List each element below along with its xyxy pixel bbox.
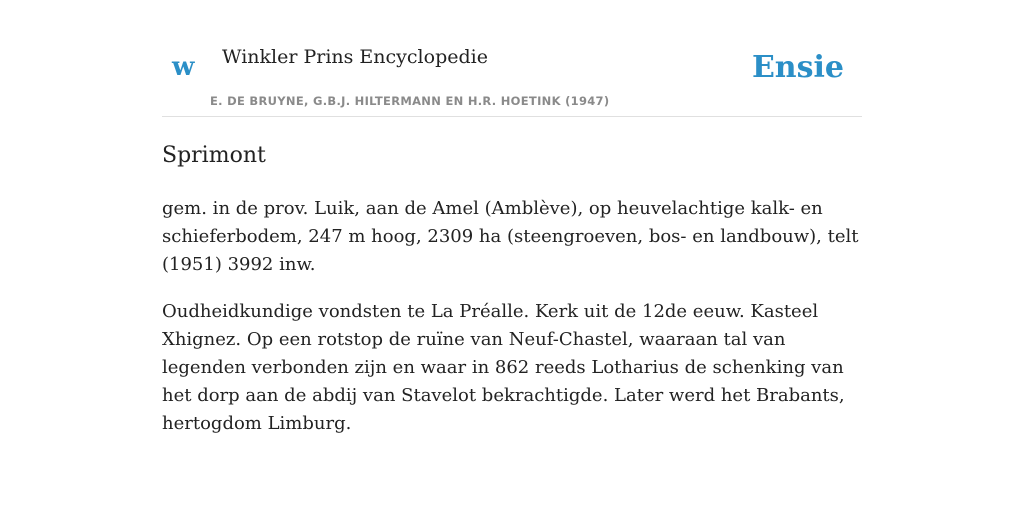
encyclopedia-logo[interactable]: w — [172, 52, 195, 82]
article-paragraph: gem. in de prov. Luik, aan de Amel (Amblève), op heuvelachtige kalk- en schieferbodem, 247 m hoog, 2309 ha (steengroeven, bos- en landbouw), telt (1951) 3992 inw. — [162, 198, 859, 275]
entry-title: Sprimont — [162, 143, 266, 168]
site-title[interactable]: Winkler Prins Encyclopedie — [222, 46, 488, 68]
header — [162, 0, 862, 117]
page-container — [162, 0, 862, 438]
ensie-brand-link[interactable]: Ensie — [751, 50, 844, 85]
article-paragraph: Oudheidkundige vondsten te La Préalle. Kerk uit de 12de eeuw. Kasteel Xhignez. Op een rotstop de ruïne van Neuf-Chastel, waaraan tal van legenden verbonden zijn en waar in 862 reeds Lotharius de schenking van het dorp aan de abdij van Stavelot bekrachtigde. Later werd het Brabants, hertogdom Limburg. — [162, 301, 845, 434]
authors-line: E. DE BRUYNE, G.B.J. HILTERMANN EN H.R. HOETINK (1947) — [210, 94, 610, 108]
